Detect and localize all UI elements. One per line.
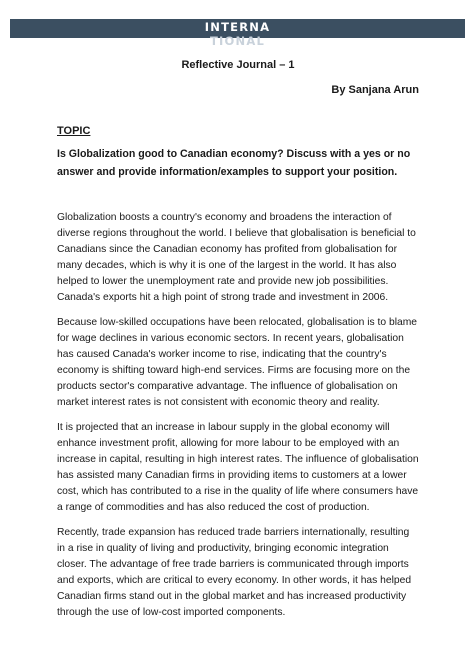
header-banner <box>10 19 465 48</box>
journal-title: Reflective Journal – 1 <box>181 59 295 71</box>
paragraph-3: It is projected that an increase in labour supply in the global economy will enhance investment profit, allowing for more labour to be employed with an increase in capital, resulting in high interest rates. The influence of globalisation has assisted many Canadian firms in providing items to customers at a lower cost, which has contributed to a rise in the quality of life where consumers have a range of commodities and has also reduced the cost of production. <box>57 422 419 513</box>
banner-title: INTERNA <box>204 20 271 34</box>
banner-title-cut: TIONAL <box>210 34 265 48</box>
author-line: By Sanjana Arun <box>331 84 419 96</box>
paragraph-1: Globalization boosts a country's economy and broadens the interaction of diverse regions throughout the world. I believe that globalisation is beneficial to Canadians since the Canadian economy has profited from globalisation for many decades, which is why it is one of the largest in the world. It has also helped to lower the unemployment rate and provide new job possibilities. Canada's exports hit a high point of strong trade and investment in 2006. <box>57 212 416 303</box>
topic-label: TOPIC <box>57 125 91 137</box>
paragraphs <box>57 210 419 621</box>
paragraph-4: Recently, trade expansion has reduced trade barriers internationally, resulting in a rise in quality of living and productivity, bringing economic integration closer. The advantage of free trade barriers is communicated through imports and exports, which are critical to every economy. In other words, it has helped Canadian firms stand out in the global market and has increased productivity through the use of low-cost imported components. <box>57 527 412 618</box>
topic-question: Is Globalization good to Canadian economy? Discuss with a yes or no answer and provide information/examples to support your position. <box>57 148 411 178</box>
document-body <box>57 50 419 630</box>
paragraph-2: Because low-skilled occupations have been relocated, globalisation is to blame for wage declines in various economic sectors. In recent years, globalisation has caused Canada's worker income to rise, indicating that the country's economy is shifting toward high-end services. Firms are focusing more on the products sector's comparative advantage. The influence of globalisation on market interest rates is not consistent with economic theory and reality. <box>57 317 418 408</box>
